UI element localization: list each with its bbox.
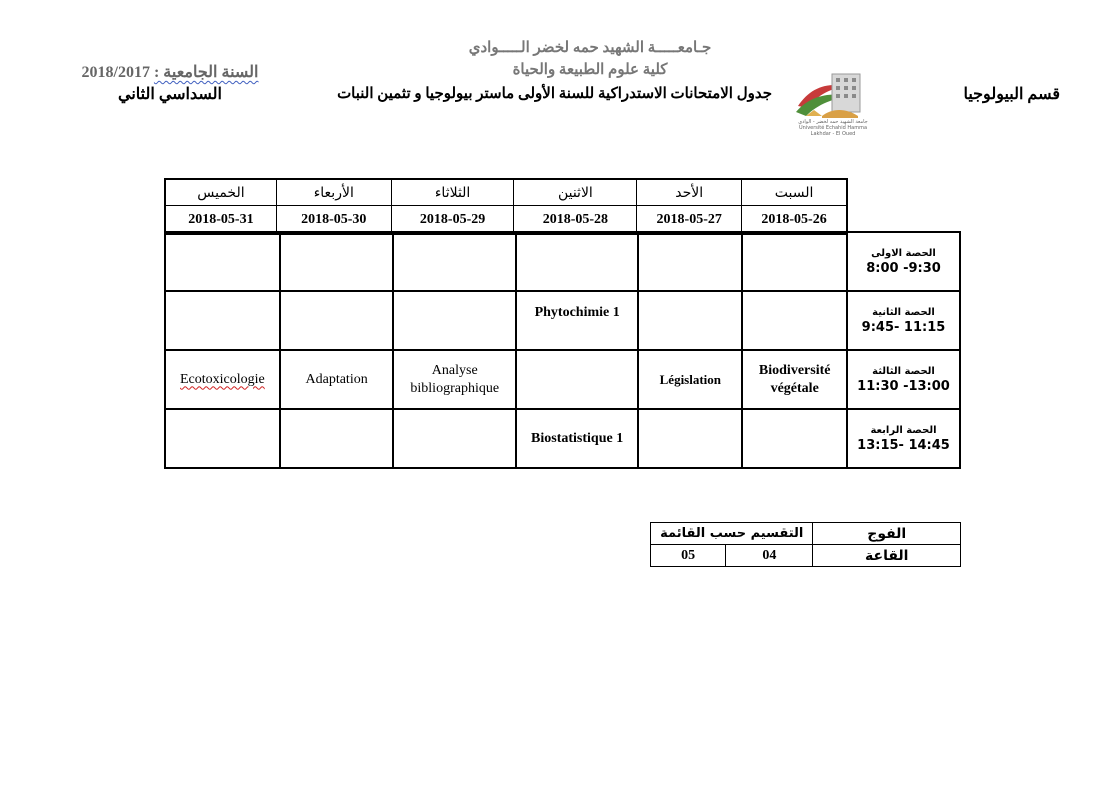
schedule-cell	[638, 232, 742, 291]
table-row	[165, 232, 960, 291]
schedule-cell	[638, 291, 742, 350]
date-cell: 2018-05-29	[391, 206, 514, 235]
schedule-cell: Biostatistique 1	[516, 409, 638, 468]
date-cell: 2018-05-31	[165, 206, 276, 235]
day-cell: الأربعاء	[276, 179, 391, 206]
slot-time: 11:30 -13:00	[857, 378, 950, 394]
academic-year-value: 2018/2017	[81, 64, 150, 81]
day-cell: السبت	[742, 179, 847, 206]
schedule-cell	[742, 409, 847, 468]
table-row	[165, 350, 960, 409]
schedule-cell: Analyse bibliographique	[393, 350, 516, 409]
faculty-name: كلية علوم الطبيعة والحياة	[512, 62, 668, 78]
days-row	[165, 179, 847, 206]
date-cell: 2018-05-26	[742, 206, 847, 235]
schedule-cell	[280, 409, 394, 468]
day-cell: الاثنين	[514, 179, 637, 206]
schedule-cell	[393, 291, 516, 350]
room-label: القاعة	[813, 545, 961, 567]
schedule-cell	[742, 232, 847, 291]
schedule-cell	[280, 232, 394, 291]
logo-caption-french: Université Echahid Hamma Lakhdar - El Oued	[798, 125, 868, 137]
slot-name: الحصة الاولى	[871, 247, 936, 259]
slot-time: 9:45- 11:15	[861, 319, 946, 335]
days-header-table	[164, 178, 848, 235]
schedule-cell	[165, 232, 280, 291]
date-cell: 2018-05-27	[637, 206, 742, 235]
slot-time: 8:00 -9:30	[866, 260, 941, 276]
schedule-cell	[516, 350, 638, 409]
schedule-cell	[742, 291, 847, 350]
slot-label	[847, 291, 960, 350]
table-row	[651, 545, 961, 567]
group-label: الفوج	[813, 523, 961, 545]
slot-label	[847, 232, 960, 291]
schedule-cell: Adaptation	[280, 350, 394, 409]
group-assignment: التقسيم حسب القائمة	[651, 523, 813, 545]
semester: السداسي الثاني	[118, 86, 222, 103]
university-name: جـامعـــــة الشهيد حمه لخضر الـــــوادي	[468, 40, 712, 56]
dates-row	[165, 206, 847, 235]
schedule-cell	[280, 291, 394, 350]
table-row	[165, 409, 960, 468]
academic-year-label: السنة الجامعية :	[153, 64, 259, 81]
date-cell: 2018-05-28	[514, 206, 637, 235]
slot-time: 13:15- 14:45	[857, 437, 950, 453]
table-row	[165, 291, 960, 350]
slot-name: الحصة الثالثة	[872, 365, 935, 377]
schedule-cell: Biodiversité végétale	[742, 350, 847, 409]
exam-schedule-table	[164, 231, 961, 469]
slot-name: الحصة الثانية	[872, 306, 935, 318]
schedule-cell	[516, 232, 638, 291]
logo-caption-arabic: جامعة الشهيد حمه لخضر - الوادي	[798, 119, 868, 125]
schedule-cell: Ecotoxicologie	[165, 350, 280, 409]
date-cell: 2018-05-30	[276, 206, 391, 235]
department-name: قسم البيولوجيا	[963, 86, 1060, 103]
schedule-cell	[165, 409, 280, 468]
slot-name: الحصة الرابعة	[870, 424, 937, 436]
day-cell: الثلاثاء	[391, 179, 514, 206]
day-cell: الخميس	[165, 179, 276, 206]
schedule-cell	[393, 409, 516, 468]
schedule-cell	[393, 232, 516, 291]
table-row	[651, 523, 961, 545]
room-number: 05	[651, 545, 726, 567]
schedule-cell	[638, 409, 742, 468]
schedule-cell: Phytochimie 1	[516, 291, 638, 350]
room-number: 04	[726, 545, 813, 567]
groups-rooms-table	[650, 522, 961, 567]
schedule-cell	[165, 291, 280, 350]
schedule-cell: Législation	[638, 350, 742, 409]
slot-label	[847, 409, 960, 468]
day-cell: الأحد	[637, 179, 742, 206]
academic-year	[60, 62, 280, 82]
document-title: جدول الامتحانات الاستدراكية للسنة الأولى ماستر بيولوجيا و تثمين النبات	[337, 86, 772, 102]
slot-label	[847, 350, 960, 409]
